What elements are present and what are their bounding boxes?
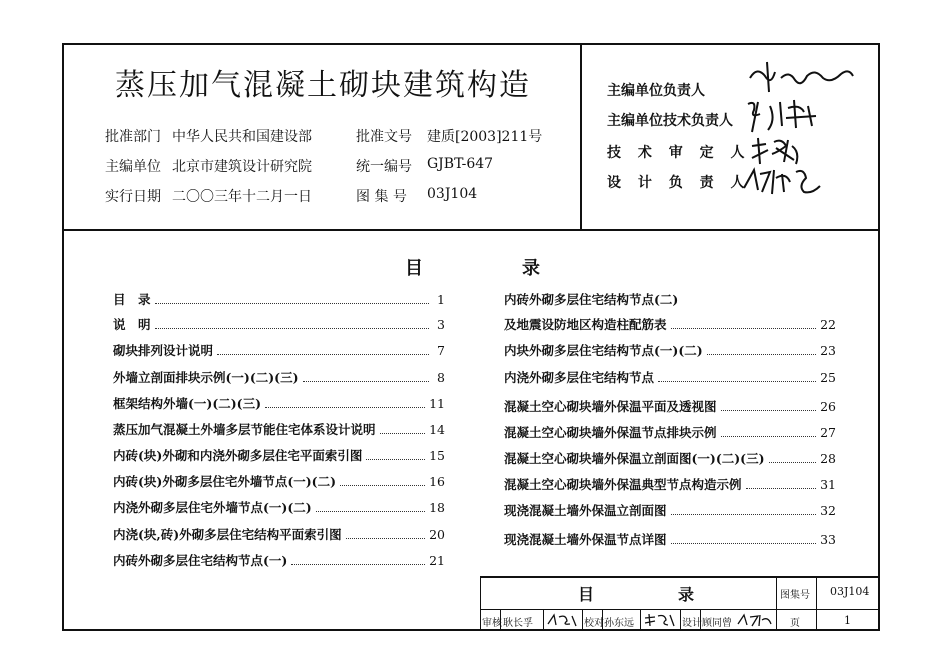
review-label: 审核 [482,618,502,629]
atlas-no: 03J104 [427,186,478,202]
toc-heading-left: 目 [405,258,423,279]
dot-leader [155,328,429,329]
title-block-atlas-label: 图集号 [780,590,810,601]
title-block-rule [582,609,583,631]
atlas-no-label: 图 集 号 [356,189,407,205]
toc-item[interactable] [113,525,445,543]
toc-item-title: 内砖(块)外砌多层住宅外墙节点(一)(二) [113,474,336,489]
check-name: 孙东远 [604,618,634,629]
title-block-rule [640,609,641,631]
dot-leader [366,459,425,460]
title-block-rule [680,609,681,631]
check-label: 校对 [584,618,604,629]
dot-leader [346,538,425,539]
toc-item[interactable] [504,397,836,415]
title-block-name-left: 目 [578,585,595,604]
toc-item[interactable] [113,551,445,569]
toc-item[interactable] [504,423,836,441]
toc-item-title: 内砖外砌多层住宅结构节点(一) [113,553,288,568]
signature-chief [745,58,855,96]
toc-item-page: 31 [820,477,836,492]
dot-leader [380,433,426,434]
toc-item[interactable] [504,475,836,493]
toc-item-page: 8 [437,370,445,385]
dot-leader [671,328,817,329]
dot-leader [671,543,817,544]
toc-item-page: 23 [820,343,836,358]
review-name: 耿长孚 [503,618,533,629]
approve-dept: 中华人民共和国建设部 [172,129,312,145]
toc-item-title: 目 录 [113,292,151,307]
impl-date: 二〇〇三年十二月一日 [172,189,312,205]
toc-item-page: 22 [820,317,836,332]
toc-item[interactable] [113,394,445,412]
toc-item[interactable] [113,315,445,333]
signature-tech [742,96,832,136]
toc-item-title: 内浇外砌多层住宅外墙节点(一)(二) [113,500,312,515]
toc-item-page: 16 [429,474,445,489]
toc-item-title: 内浇(块,砖)外砌多层住宅结构平面索引图 [113,527,342,542]
toc-item-page: 11 [429,396,445,411]
dot-leader [265,407,425,408]
approve-dept-label: 批准部门 [105,129,161,145]
toc-item[interactable] [113,446,445,464]
toc-item[interactable] [113,472,445,490]
toc-item-title: 内浇外砌多层住宅结构节点 [504,370,655,385]
design-signature [736,612,774,628]
page-value: 1 [844,614,851,627]
dot-leader [316,511,425,512]
title-block-left-rule [480,576,481,631]
toc-item-page: 18 [429,500,445,515]
toc-item[interactable] [504,530,836,548]
toc-item-title: 混凝土空心砌块墙外保温平面及透视图 [504,399,717,414]
dot-leader [291,564,425,565]
toc-item[interactable] [504,449,836,467]
dot-leader [217,354,429,355]
toc-item[interactable] [113,341,445,359]
toc-item-page: 27 [820,425,836,440]
toc-item[interactable] [113,498,445,516]
toc-heading-right: 录 [522,258,540,279]
impl-date-label: 实行日期 [105,189,161,205]
title-block-rule [816,576,817,631]
approve-doc: 建质[2003]211号 [427,129,543,145]
toc-item-title: 混凝土空心砌块墙外保温典型节点构造示例 [504,477,742,492]
toc-item-title: 框架结构外墙(一)(二)(三) [113,396,261,411]
toc-item-title: 内块外砌多层住宅结构节点(一)(二) [504,343,703,358]
dot-leader [769,462,817,463]
toc-item[interactable] [504,315,836,333]
title-block [480,576,880,631]
dot-leader [155,303,429,304]
toc-item[interactable] [504,501,836,519]
toc-item-title: 内砖外砌多层住宅结构节点(二) [504,292,679,307]
page-label: 页 [790,618,800,629]
toc-item[interactable] [113,420,445,438]
toc-item-title: 蒸压加气混凝土外墙多层节能住宅体系设计说明 [113,422,376,437]
toc-item-page: 21 [429,553,445,568]
resp-review-label: 技 术 审 定 人 [607,145,751,161]
resp-chief-label: 主编单位负责人 [607,83,705,99]
title-block-rule [543,609,544,631]
toc-item-page: 7 [437,343,445,358]
toc-item-page: 3 [437,317,445,332]
toc-item[interactable] [113,368,445,386]
toc-item-title: 混凝土空心砌块墙外保温立剖面图(一)(二)(三) [504,451,765,466]
header-vertical-divider [580,43,582,231]
toc-item-title: 现浇混凝土墙外保温节点详图 [504,532,667,547]
review-signature [546,612,580,628]
title-block-top-rule [480,576,880,578]
unified-no: GJBT-647 [427,156,494,172]
toc-item-page: 33 [820,532,836,547]
editor-unit-label: 主编单位 [105,159,161,175]
signature-design [740,164,830,198]
dot-leader [707,354,816,355]
editor-unit: 北京市建筑设计研究院 [172,159,312,175]
design-label: 设计 [682,618,702,629]
dot-leader [303,381,430,382]
title-block-rule [776,576,777,631]
toc-item-title: 砌块排列设计说明 [113,343,214,358]
toc-item[interactable] [504,341,836,359]
toc-item[interactable] [504,368,836,386]
toc-item-title: 现浇混凝土墙外保温立剖面图 [504,503,667,518]
resp-tech-label: 主编单位技术负责人 [607,113,733,129]
dot-leader [671,514,817,515]
toc-item[interactable] [113,290,445,308]
toc-item-title: 说 明 [113,317,151,332]
toc-item-page: 1 [437,292,445,307]
unified-no-label: 统一编号 [356,159,412,175]
toc-item[interactable] [504,290,836,308]
approve-doc-label: 批准文号 [356,129,412,145]
dot-leader [746,488,817,489]
design-name: 顾同曾 [702,618,732,629]
toc-item-page: 15 [429,448,445,463]
toc-item-page: 32 [820,503,836,518]
resp-design-label: 设 计 负 责 人 [607,175,751,191]
toc-item-page: 14 [429,422,445,437]
title-block-atlas-value: 03J104 [830,585,870,598]
toc-item-title: 外墙立剖面排块示例(一)(二)(三) [113,370,299,385]
document-title: 蒸压加气混凝土砌块建筑构造 [115,68,531,103]
check-signature [643,612,677,628]
header-divider [62,229,880,231]
toc-item-page: 20 [429,527,445,542]
toc-item-page: 26 [820,399,836,414]
dot-leader [340,485,425,486]
dot-leader [721,436,817,437]
toc-item-title: 混凝土空心砌块墙外保温节点排块示例 [504,425,717,440]
dot-leader [658,381,816,382]
toc-item-page: 28 [820,451,836,466]
toc-item-title: 及地震设防地区构造柱配筋表 [504,317,667,332]
dot-leader [721,410,817,411]
toc-item-page: 25 [820,370,836,385]
toc-item-title: 内砖(块)外砌和内浇外砌多层住宅平面索引图 [113,448,363,463]
title-block-name-right: 录 [678,585,695,604]
